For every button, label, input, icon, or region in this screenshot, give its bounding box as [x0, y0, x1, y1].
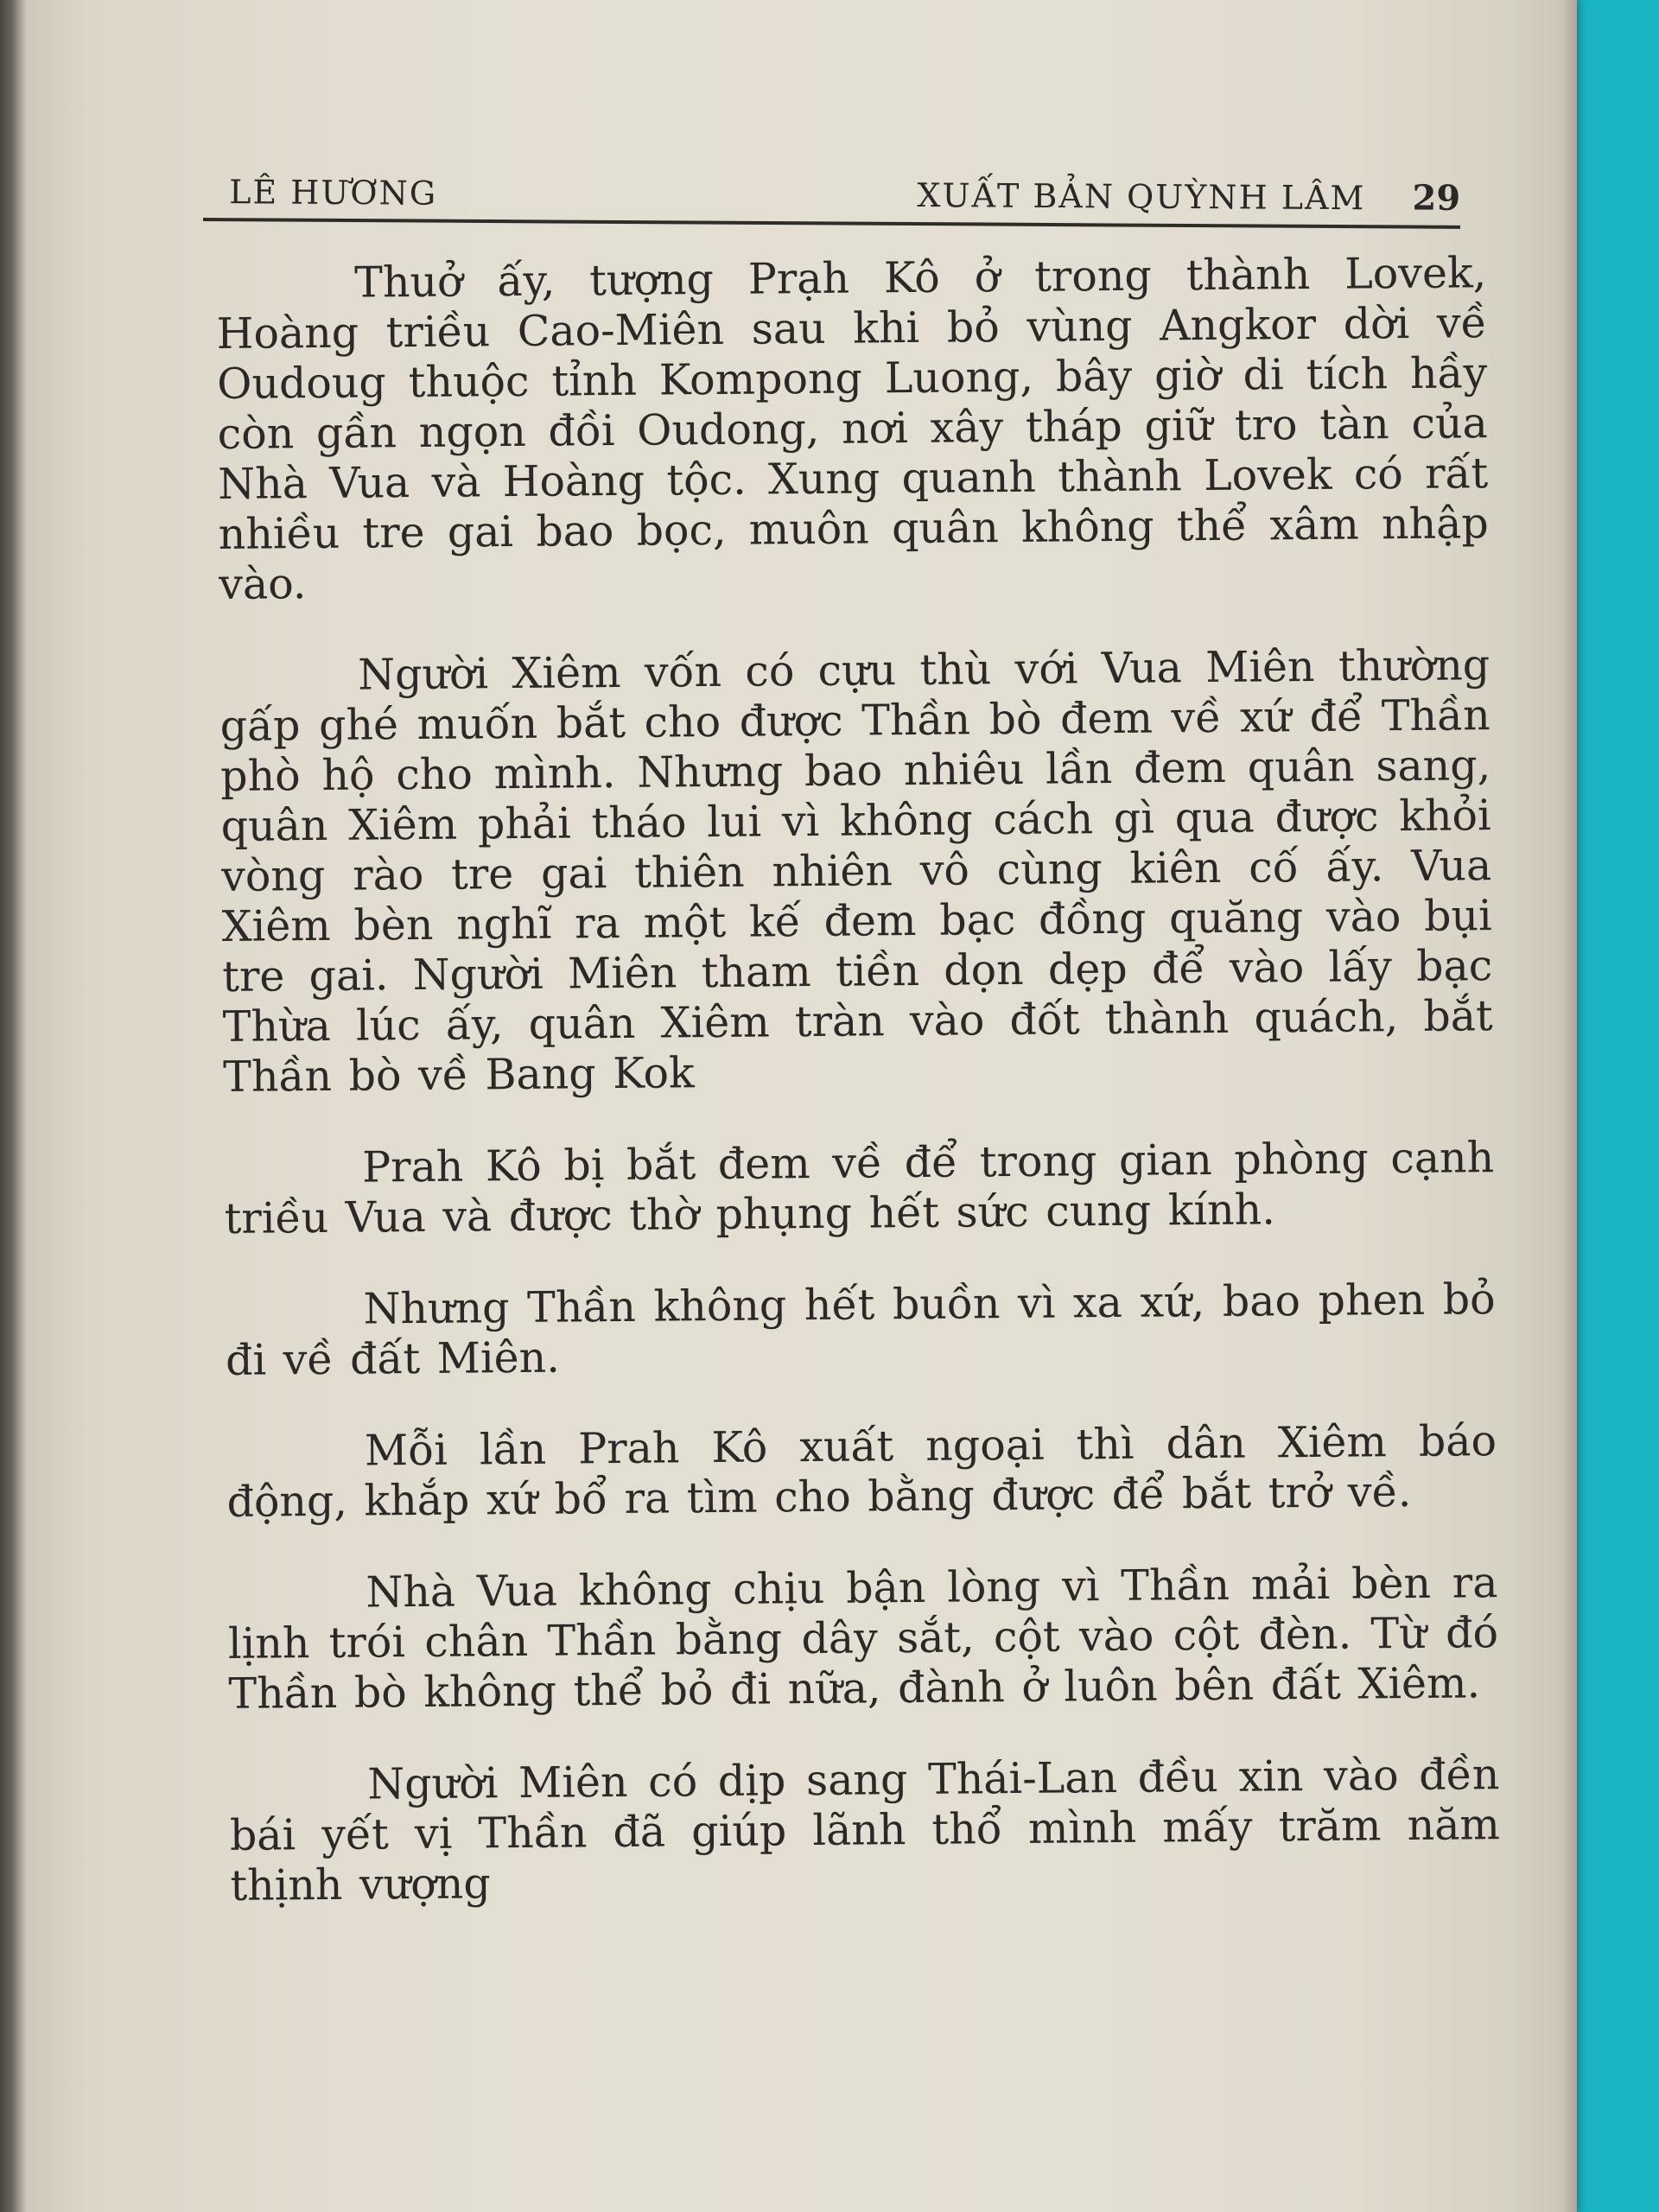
book-page [26, 0, 1577, 2212]
header-right [917, 175, 1460, 219]
page-number: 29 [1412, 177, 1461, 219]
paragraph-6: Nhà Vua không chịu bận lòng vì Thần mải bèn ra lịnh trói chân Thần bằng dây sắt, cột vào cột đèn. Từ đó Thần bò không thể bỏ đi nữa, đành ở luôn bên đất Xiêm. [227, 1558, 1499, 1719]
paragraph-2: Người Xiêm vốn có cựu thù với Vua Miên thường gấp ghé muốn bắt cho được Thần bò đem về xứ để Thần phò hộ cho mình. Nhưng bao nhiêu lần đem quân sang, quân Xiêm phải tháo lui vì không cách gì qua được khỏi vòng rào tre gai thiên nhiên vô cùng kiên cố ấy. Vua Xiêm bèn nghĩ ra một kế đem bạc đồng quăng vào bụi tre gai. Người Miên tham tiền dọn dẹp để vào lấy bạc Thừa lúc ấy, quân Xiêm tràn vào đốt thành quách, bắt Thần bò về Bang Kok [219, 640, 1493, 1102]
body-text [216, 248, 1501, 1953]
header-publisher: XUẤT BẢN QUỲNH LÂM [917, 176, 1366, 218]
running-header [203, 164, 1460, 229]
paragraph-7: Người Miên có dịp sang Thái-Lan đều xin vào đền bái yết vị Thần đã giúp lãnh thổ mình mấy trăm năm thịnh vượng [229, 1750, 1501, 1910]
paragraph-4: Nhưng Thần không hết buồn vì xa xứ, bao phen bỏ đi về đất Miên. [225, 1274, 1496, 1385]
header-author: LÊ HƯƠNG [229, 173, 438, 213]
paragraph-1: Thuở ấy, tượng Prạh Kô ở trong thành Lovek, Hoàng triều Cao-Miên sau khi bỏ vùng Angkor dời về Oudoug thuộc tỉnh Kompong Luong, bây giờ di tích hầy còn gần ngọn đồi Oudong, nơi xây tháp giữ tro tàn của Nhà Vua và Hoàng tộc. Xung quanh thành Lovek có rất nhiều tre gai bao bọc, muôn quân không thể xâm nhập vào. [216, 248, 1489, 609]
paragraph-3: Prah Kô bị bắt đem về để trong gian phòng cạnh triều Vua và được thờ phụng hết sức cung kính. [224, 1133, 1495, 1243]
paragraph-5: Mỗi lần Prah Kô xuất ngoại thì dân Xiêm báo động, khắp xứ bổ ra tìm cho bằng được để bắt trở về. [226, 1416, 1497, 1527]
